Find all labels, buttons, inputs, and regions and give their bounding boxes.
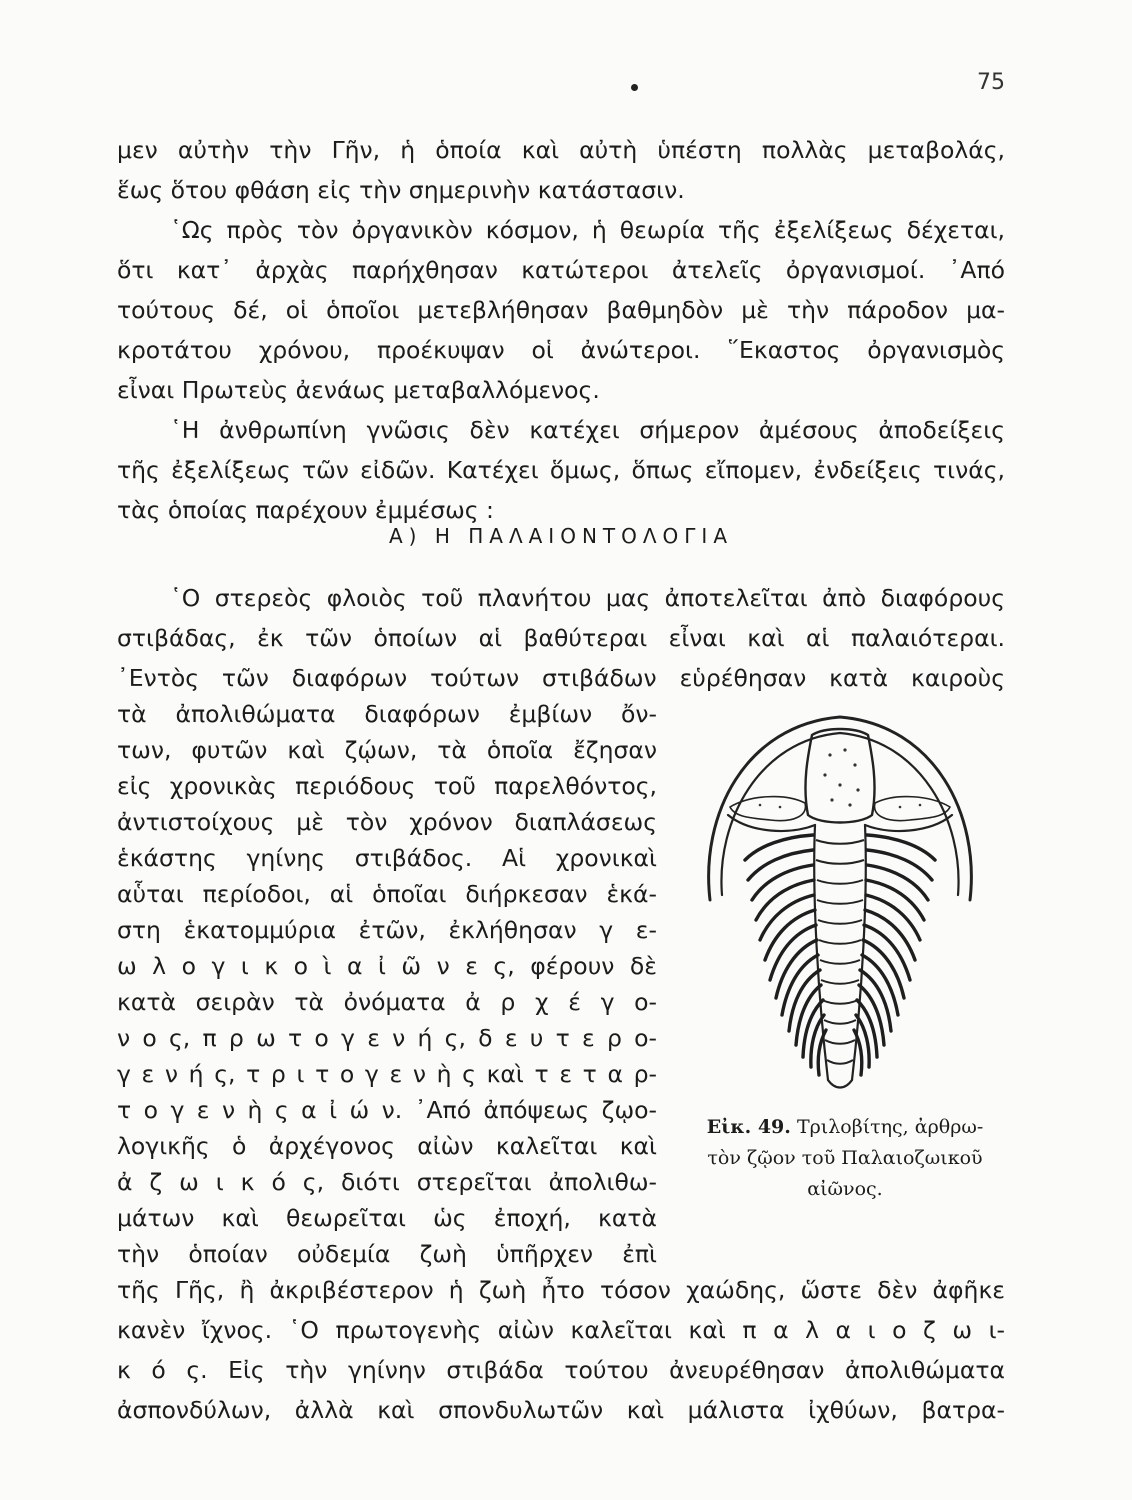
text-line: ῾Ο στερεὸς φλοιὸς τοῦ πλανήτου μας ἀποτελεῖται ἀπὸ διαφόρους	[170, 584, 1005, 612]
text-line: τὴν ὁποίαν οὐδεμία ζωὴ ὑπῆρχεν ἐπὶ	[117, 1240, 657, 1268]
text-line: μάτων καὶ θεωρεῖται ὡς ἐποχή, κατὰ	[117, 1204, 657, 1232]
section-heading: Α) Η ΠΑΛΑΙΟΝΤΟΛΟΓΙΑ	[388, 524, 734, 548]
text-line: κ ό ς. Εἰς τὴν γηίνην στιβάδα τούτου ἀνευρέθησαν ἀπολιθώματα	[117, 1356, 1005, 1384]
figure-caption	[680, 1112, 1010, 1205]
text-line: ἀσπονδύλων, ἀλλὰ καὶ σπονδυλωτῶν καὶ μάλιστα ἰχθύων, βατρα-	[117, 1396, 1005, 1424]
text-line: ἑκάστης γηίνης στιβάδος. Αἱ χρονικαὶ	[117, 844, 657, 872]
text-line: ῾Η ἀνθρωπίνη γνῶσις δὲν κατέχει σήμερον ἀμέσους ἀποδείξεις	[170, 416, 1005, 444]
text-line: στιβάδας, ἐκ τῶν ὁποίων αἱ βαθύτεραι εἶναι καὶ αἱ παλαιότεραι.	[117, 624, 1005, 652]
caption-line: τὸν ζῷον τοῦ Παλαιοζωικοῦ	[707, 1147, 983, 1169]
text-line: γ ε ν ή ς, τ ρ ι τ ο γ ε ν ὴ ς καὶ τ ε τ α ρ-	[117, 1060, 657, 1088]
text-line: ᾿Εντὸς τῶν διαφόρων τούτων στιβάδων εὑρέθησαν κατὰ καιροὺς	[117, 664, 1005, 692]
text-line: κατὰ σειρὰν τὰ ὀνόματα ἀ ρ χ έ γ ο-	[117, 988, 657, 1016]
text-line: ἀ ζ ω ι κ ό ς, διότι στερεῖται ἀπολιθω-	[117, 1168, 657, 1196]
text-line: τούτους δέ, οἱ ὁποῖοι μετεβλήθησαν βαθμηδὸν μὲ τὴν πάροδον μα-	[117, 296, 1005, 324]
text-line: τ ο γ ε ν ὴ ς α ἰ ώ ν. ᾿Από ἀπόψεως ζῳο-	[117, 1096, 657, 1124]
text-line: των, φυτῶν καὶ ζῴων, τὰ ὁποῖα ἔζησαν	[117, 736, 657, 764]
text-line: εἶναι Πρωτεὺς ἀενάως μεταβαλλόμενος.	[117, 376, 600, 404]
caption-line: Τριλοβίτης, ἀρθρω-	[796, 1116, 984, 1138]
text-line: ῾Ως πρὸς τὸν ὀργανικὸν κόσμον, ἡ θεωρία τῆς ἐξελίξεως δέχεται,	[170, 216, 1005, 244]
ink-dot	[631, 84, 638, 91]
caption-line: αἰῶνος.	[807, 1178, 883, 1200]
text-line: στη ἑκατομμύρια ἐτῶν, ἐκλήθησαν γ ε-	[117, 916, 657, 944]
text-line: τῆς ἐξελίξεως τῶν εἰδῶν. Κατέχει ὅμως, ὅπως εἴπομεν, ἐνδείξεις τινάς,	[117, 456, 1005, 484]
trilobite-figure	[690, 695, 990, 1095]
text-line: ἀντιστοίχους μὲ τὸν χρόνον διαπλάσεως	[117, 808, 657, 836]
text-line: ω λ ο γ ι κ ο ὶ α ἰ ῶ ν ε ς, φέρουν δὲ	[117, 952, 657, 980]
text-line: αὗται περίοδοι, αἱ ὁποῖαι διήρκεσαν ἑκά-	[117, 880, 657, 908]
text-line: ἕως ὅτου φθάση εἰς τὴν σημερινὴν κατάστασιν.	[117, 176, 685, 204]
text-line: τὰ ἀπολιθώματα διαφόρων ἐμβίων ὄν-	[117, 700, 657, 728]
text-line: ν ο ς, π ρ ω τ ο γ ε ν ή ς, δ ε υ τ ε ρ ο-	[117, 1024, 657, 1052]
text-line: λογικῆς ὁ ἀρχέγονος αἰὼν καλεῖται καὶ	[117, 1132, 657, 1160]
text-line: εἰς χρονικὰς περιόδους τοῦ παρελθόντος,	[117, 772, 657, 800]
text-line-hidden	[117, 450, 1005, 490]
text-line: κροτάτου χρόνου, προέκυψαν οἱ ἀνώτεροι. ῞Εκαστος ὀργανισμὸς	[117, 336, 1005, 364]
text-line: ὅτι κατ᾿ ἀρχὰς παρήχθησαν κατώτεροι ἀτελεῖς ὀργανισμοί. ᾿Από	[117, 256, 1005, 284]
text-line: μεν αὐτὴν τὴν Γῆν, ἡ ὁποία καὶ αὐτὴ ὑπέστη πολλὰς μεταβολάς,	[117, 136, 1005, 164]
page-number: 75	[977, 70, 1005, 95]
text-line: τὰς ὁποίας παρέχουν ἐμμέσως :	[117, 496, 494, 524]
caption-label: Εἰκ. 49.	[706, 1116, 791, 1138]
text-line: κανὲν ἴχνος. ῾Ο πρωτογενὴς αἰὼν καλεῖται καὶ π α λ α ι ο ζ ω ι-	[117, 1316, 1005, 1344]
text-line: τῆς Γῆς, ἢ ἀκριβέστερον ἡ ζωὴ ἦτο τόσον χαώδης, ὥστε δὲν ἀφῆκε	[117, 1276, 1005, 1304]
